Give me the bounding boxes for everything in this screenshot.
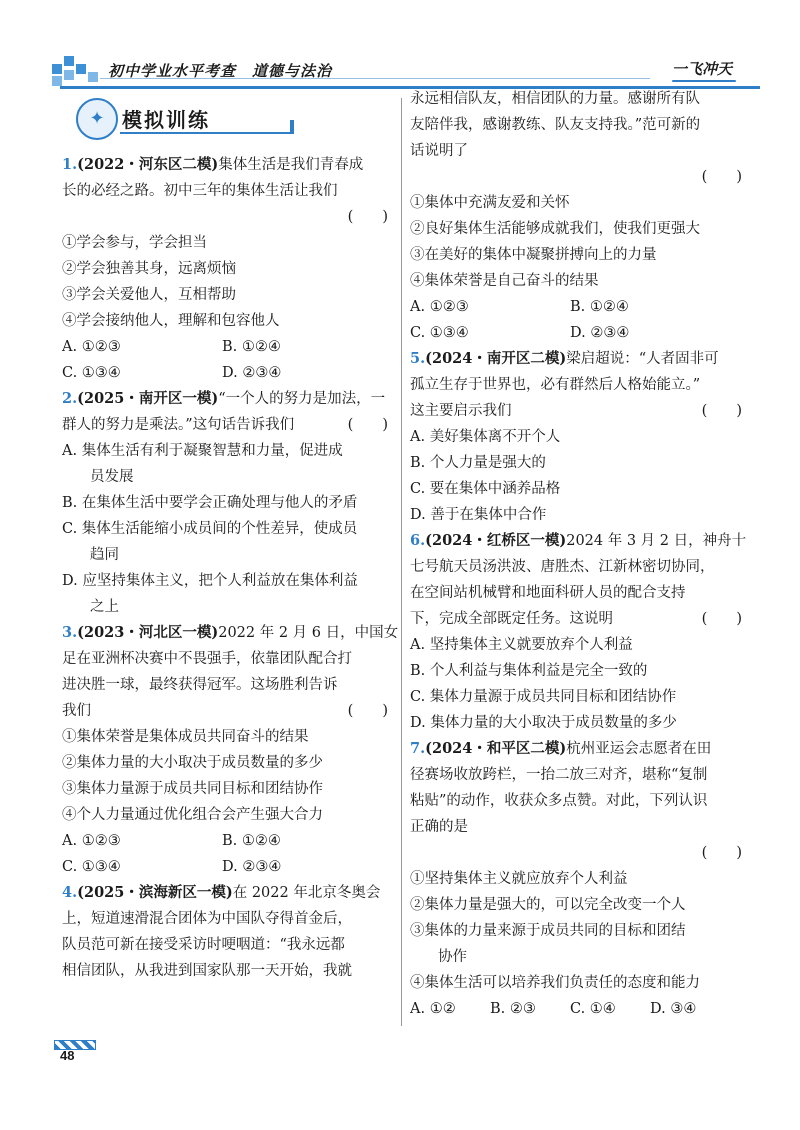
question-source: (2025・南开区一模) xyxy=(77,390,219,407)
question-number: 7. xyxy=(410,740,426,757)
question-stem xyxy=(62,386,396,412)
text-line xyxy=(410,450,750,476)
option: A. ①②③ xyxy=(410,299,469,315)
question-number: 1. xyxy=(62,156,78,173)
question-text: ④集体生活可以培养我们负责任的态度和能力 xyxy=(410,975,700,991)
text-line xyxy=(410,684,750,710)
continuation-text: 员发展 xyxy=(90,469,134,485)
question-text: ④集体荣誉是自己奋斗的结果 xyxy=(410,273,599,289)
text-line xyxy=(410,762,750,788)
text-line xyxy=(62,256,396,282)
question-text: 长的必经之路。初中三年的集体生活让我们 xyxy=(62,183,338,199)
option: A. ①②③ xyxy=(62,339,121,355)
question-text: 粘贴”的动作，收获众多点赞。对此，下列认识 xyxy=(410,793,708,809)
question-text: ③学会关爱他人，互相帮助 xyxy=(62,287,236,303)
answer-bracket: ( ) xyxy=(701,845,742,861)
question-stem xyxy=(62,152,396,178)
question-text: 进决胜一球，最终获得冠军。这场胜利告诉 xyxy=(62,677,338,693)
header-decoration xyxy=(52,56,98,88)
text-line xyxy=(62,672,396,698)
option-row xyxy=(62,334,396,360)
text-line xyxy=(410,918,750,944)
question-text: 在 2022 年北京冬奥会 xyxy=(232,885,381,901)
question-text: ④学会接纳他人，理解和包容他人 xyxy=(62,313,280,329)
text-line xyxy=(62,308,396,334)
text-line xyxy=(62,412,396,438)
question-text: “一个人的努力是加法，一 xyxy=(218,391,386,407)
text-line xyxy=(410,866,750,892)
option: B. ①②④ xyxy=(222,339,281,355)
text-line xyxy=(410,112,750,138)
question-text: ④个人力量通过优化组合会产生强大合力 xyxy=(62,807,323,823)
question-text: 这主要启示我们 xyxy=(410,403,512,419)
question-number: 4. xyxy=(62,884,78,901)
text-line xyxy=(62,230,396,256)
answer-bracket: ( ) xyxy=(347,209,388,225)
text-line xyxy=(410,502,750,528)
question-source: (2024・和平区二模) xyxy=(425,740,567,757)
question-source: (2023・河北区一模) xyxy=(77,624,219,641)
text-line xyxy=(62,542,396,568)
option: B. ②③ xyxy=(490,1001,536,1017)
question-text: 话说明了 xyxy=(410,143,468,159)
question-text: 相信团队，从我进到国家队那一天开始，我就 xyxy=(62,963,352,979)
question-text: B. 个人力量是强大的 xyxy=(410,455,546,471)
option-row xyxy=(410,294,750,320)
answer-bracket: ( ) xyxy=(347,417,388,433)
question-text: A. 美好集体离不开个人 xyxy=(410,429,561,445)
question-text: ②集体力量是强大的，可以完全改变一个人 xyxy=(410,897,686,913)
question-text: 上，短道速滑混合团体为中国队夺得首金后， xyxy=(62,911,352,927)
text-line xyxy=(410,424,750,450)
text-line xyxy=(410,970,750,996)
option: D. ②③④ xyxy=(570,325,630,341)
right-column xyxy=(410,86,750,1022)
text-line xyxy=(410,398,750,424)
text-line xyxy=(62,750,396,776)
question-text: A. 集体生活有利于凝聚智慧和力量，促进成 xyxy=(62,443,343,459)
text-line xyxy=(410,658,750,684)
text-line xyxy=(410,138,750,164)
question-text: C. 集体力量源于成员共同目标和团结协作 xyxy=(410,689,677,705)
text-line xyxy=(62,282,396,308)
option: A. ①②③ xyxy=(62,833,121,849)
question-text: ①坚持集体主义就应放弃个人利益 xyxy=(410,871,628,887)
text-line xyxy=(62,490,396,516)
option-row xyxy=(410,996,750,1022)
option: D. ③④ xyxy=(650,1001,697,1017)
option-row xyxy=(62,360,396,386)
option-row xyxy=(62,854,396,880)
question-text: 下，完成全部既定任务。这说明 xyxy=(410,611,613,627)
question-number: 2. xyxy=(62,390,78,407)
text-line xyxy=(410,944,750,970)
text-line xyxy=(62,464,396,490)
answer-bracket: ( ) xyxy=(347,703,388,719)
text-line xyxy=(410,840,750,866)
option-row xyxy=(410,320,750,346)
text-line xyxy=(410,814,750,840)
question-stem xyxy=(410,528,750,554)
question-text: ①学会参与，学会担当 xyxy=(62,235,207,251)
text-line xyxy=(410,164,750,190)
text-line xyxy=(410,268,750,294)
question-text: 足在亚洲杯决赛中不畏强手，依靠团队配合打 xyxy=(62,651,352,667)
question-text: B. 在集体生活中要学会正确处理与他人的矛盾 xyxy=(62,495,358,511)
question-text: 2024 年 3 月 2 日，神舟十 xyxy=(566,533,747,549)
text-line xyxy=(410,580,750,606)
text-line xyxy=(410,892,750,918)
option-row xyxy=(62,828,396,854)
question-source: (2022・河东区二模) xyxy=(77,156,219,173)
text-line xyxy=(410,788,750,814)
continuation-text: 协作 xyxy=(438,949,467,965)
question-text: 在空间站机械臂和地面科研人员的配合支持 xyxy=(410,585,686,601)
text-line xyxy=(62,516,396,542)
column-divider xyxy=(401,98,402,1026)
question-text: 孤立生存于世界也，必有群然后人格始能立。” xyxy=(410,377,701,393)
question-source: (2025・滨海新区一模) xyxy=(77,884,233,901)
left-column xyxy=(62,152,399,984)
question-text: 杭州亚运会志愿者在田 xyxy=(566,741,712,757)
text-line xyxy=(410,216,750,242)
text-line xyxy=(62,204,396,230)
question-stem xyxy=(410,346,750,372)
question-text: 梁启超说：“人者固非可 xyxy=(566,351,719,367)
question-text: ②良好集体生活能够成就我们，使我们更强大 xyxy=(410,221,700,237)
continuation-text: 之上 xyxy=(90,599,119,615)
text-line xyxy=(62,438,396,464)
option: B. ①②④ xyxy=(222,833,281,849)
section-underline-end xyxy=(290,120,294,134)
option: D. ②③④ xyxy=(222,365,282,381)
answer-bracket: ( ) xyxy=(701,611,742,627)
question-text: 队员范可新在接受采访时哽咽道：“我永远都 xyxy=(62,937,345,953)
text-line xyxy=(410,710,750,736)
option: C. ①③④ xyxy=(62,859,121,875)
question-text: 径赛场收放跨栏，一抬二放三对齐，堪称“复制 xyxy=(410,767,708,783)
answer-bracket: ( ) xyxy=(701,403,742,419)
question-text: C. 集体生活能缩小成员间的个性差异，使成员 xyxy=(62,521,358,537)
page-number: 48 xyxy=(60,1048,75,1063)
text-line xyxy=(410,242,750,268)
question-source: (2024・红桥区一模) xyxy=(425,532,567,549)
text-line xyxy=(410,632,750,658)
text-line xyxy=(62,568,396,594)
text-line xyxy=(410,476,750,502)
runner-icon: ✦ xyxy=(76,98,118,140)
question-text: 友陪伴我，感谢教练、队友支持我。”范可新的 xyxy=(410,117,701,133)
header-title: 初中学业水平考查 道德与法治 xyxy=(108,62,333,80)
question-source: (2024・南开区二模) xyxy=(425,350,567,367)
option: A. ①② xyxy=(410,1001,456,1017)
question-text: ①集体荣誉是集体成员共同奋斗的结果 xyxy=(62,729,309,745)
brand-logo: 一飞冲天 xyxy=(672,60,733,78)
page-number-badge xyxy=(54,1040,92,1062)
text-line xyxy=(62,932,396,958)
option: D. ②③④ xyxy=(222,859,282,875)
text-line xyxy=(410,190,750,216)
answer-bracket: ( ) xyxy=(701,169,742,185)
option: B. ①②④ xyxy=(570,299,629,315)
option: C. ①③④ xyxy=(410,325,469,341)
question-text: 正确的是 xyxy=(410,819,468,835)
question-text: D. 善于在集体中合作 xyxy=(410,507,547,523)
text-line xyxy=(62,594,396,620)
question-text: B. 个人利益与集体利益是完全一致的 xyxy=(410,663,648,679)
text-line xyxy=(62,646,396,672)
question-text: ①集体中充满友爱和关怀 xyxy=(410,195,570,211)
text-line xyxy=(410,606,750,632)
question-text: D. 应坚持集体主义，把个人利益放在集体利益 xyxy=(62,573,358,589)
question-text: 我们 xyxy=(62,703,91,719)
text-line xyxy=(410,86,750,112)
text-line xyxy=(410,554,750,580)
text-line xyxy=(410,372,750,398)
question-text: A. 坚持集体主义就要放弃个人利益 xyxy=(410,637,633,653)
option: C. ①③④ xyxy=(62,365,121,381)
question-text: C. 要在集体中涵养品格 xyxy=(410,481,561,497)
question-text: 集体生活是我们青春成 xyxy=(218,157,364,173)
question-text: ②集体力量的大小取决于成员数量的多少 xyxy=(62,755,323,771)
question-text: ③集体力量源于成员共同目标和团结协作 xyxy=(62,781,323,797)
question-stem xyxy=(62,620,399,646)
question-text: 七号航天员汤洪波、唐胜杰、江新林密切协同， xyxy=(410,559,715,575)
continuation-text: 趋同 xyxy=(90,547,119,563)
section-banner xyxy=(76,98,302,138)
text-line xyxy=(62,698,396,724)
question-text: 群人的努力是乘法。”这句话告诉我们 xyxy=(62,417,295,433)
question-text: ②学会独善其身，远离烦恼 xyxy=(62,261,236,277)
text-line xyxy=(62,724,396,750)
question-text: 永远相信队友，相信团队的力量。感谢所有队 xyxy=(410,91,700,107)
question-stem xyxy=(62,880,396,906)
question-number: 3. xyxy=(62,624,78,641)
option: C. ①④ xyxy=(570,1001,616,1017)
question-text: 2022 年 2 月 6 日，中国女 xyxy=(218,625,399,641)
question-number: 6. xyxy=(410,532,426,549)
text-line xyxy=(62,178,396,204)
text-line xyxy=(62,958,396,984)
text-line xyxy=(62,802,396,828)
question-text: ③在美好的集体中凝聚拼搏向上的力量 xyxy=(410,247,657,263)
question-text: ③集体的力量来源于成员共同的目标和团结 xyxy=(410,923,686,939)
text-line xyxy=(62,906,396,932)
question-text: D. 集体力量的大小取决于成员数量的多少 xyxy=(410,715,677,731)
question-number: 5. xyxy=(410,350,426,367)
section-title: 模拟训练 xyxy=(122,108,210,132)
section-underline xyxy=(120,132,290,134)
question-stem xyxy=(410,736,750,762)
text-line xyxy=(62,776,396,802)
